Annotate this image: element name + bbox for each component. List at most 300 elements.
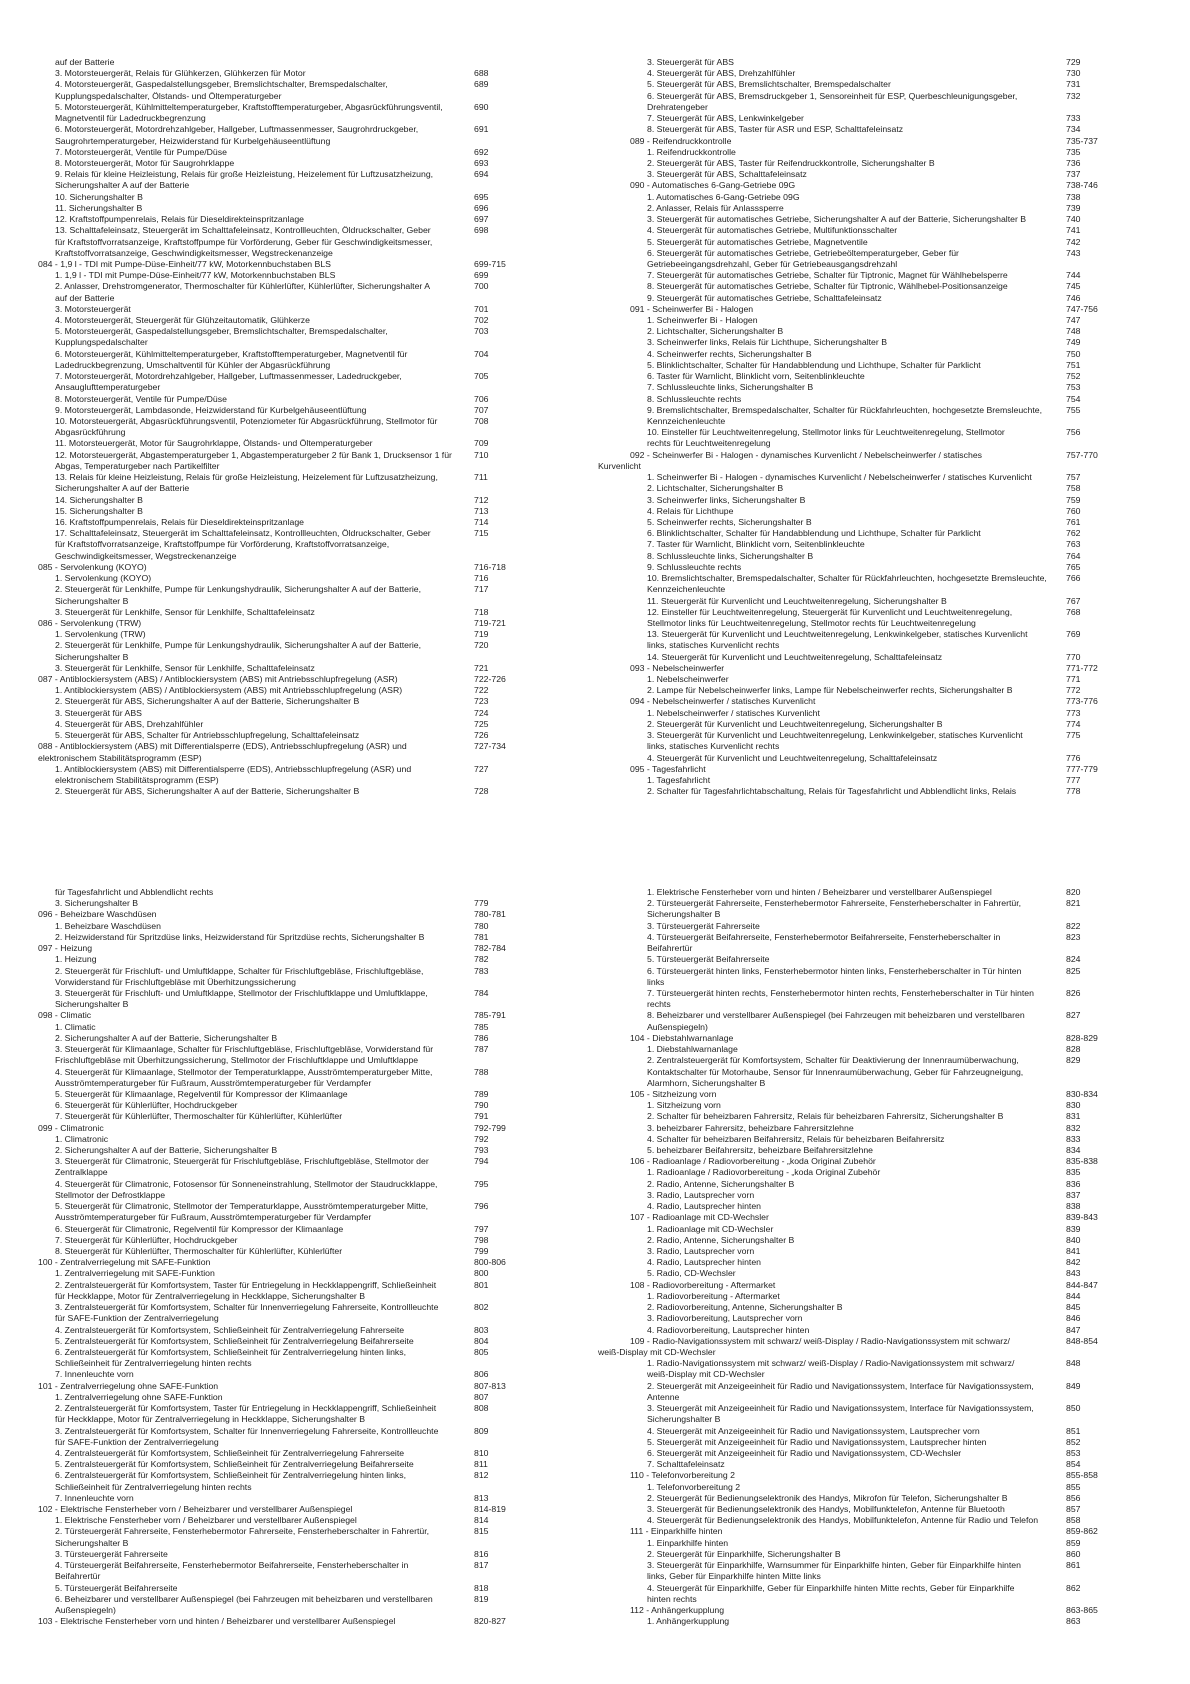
entry-row [38,528,583,539]
page-number: 736 [1066,157,1081,168]
entry-text: 9. Steuergerät für automatisches Getriebe, Schalttafeleinsatz [647,292,882,303]
entry-text: 5. Steuergerät für Klimaanlage, Regelventil für Kompressor der Klimaanlage [55,1088,348,1099]
entry-text: 2. Lampe für Nebelscheinwerfer links, Lampe für Nebelscheinwerfer rechts, Sicherungshalter B [647,685,1013,696]
page-number: 704 [474,348,489,359]
entry-text: 3. Radiovorbereitung, Lautsprecher vorn [647,1313,803,1324]
entry-text: Kennzeichenleuchte [647,584,726,595]
entry-continuation-row [598,640,1178,651]
entry-continuation-row [38,977,583,988]
index-block-bottom-left [38,887,583,1627]
page-number: 744 [1066,270,1081,281]
entry-continuation-row [598,416,1178,427]
entry-row [38,898,583,909]
page-number: 782-784 [474,943,506,954]
page-number: 842 [1066,1257,1081,1268]
entry-text: 2. Heizwiderstand für Spritzdüse links, Heizwiderstand für Spritzdüse rechts, Sicherungshalter B [55,931,425,942]
page-number: 821 [1066,898,1081,909]
page-number: 790 [474,1100,489,1111]
entry-text: 1. Heizung [55,954,97,965]
entry-text: 1. Servolenkung (TRW) [55,629,146,640]
entry-text: 1. Radioanlage mit CD-Wechsler [647,1223,774,1234]
page-number: 761 [1066,516,1081,527]
entry-row [38,1526,583,1537]
entry-row [598,708,1178,719]
entry-text: 14. Sicherungshalter B [55,494,143,505]
entry-text: 1. Nebelscheinwerfer / statisches Kurvenlicht [647,707,820,718]
entry-text: 7. Steuergerät für ABS, Lenkwinkelgeber [647,113,804,124]
entry-row [598,506,1178,517]
entry-row [38,573,583,584]
entry-row [38,203,583,214]
entry-continuation-row [598,618,1178,629]
entry-row [598,921,1178,932]
entry-row [598,203,1178,214]
entry-text: Saugrohrtemperaturgeber, Heizwiderstand für Kurbelgehäuseentlüftung [55,135,331,146]
page-number: 720 [474,640,489,651]
page-number: 740 [1066,214,1081,225]
page-number: 764 [1066,550,1081,561]
entry-continuation-row [38,293,583,304]
entry-text: 1. Zentralverriegelung mit SAFE-Funktion [55,1268,215,1279]
entry-text: 2. Lichtschalter, Sicherungshalter B [647,483,784,494]
page-number: 728 [474,786,489,797]
entry-row [38,1156,583,1167]
page-number: 693 [474,157,489,168]
page-number: 760 [1066,505,1081,516]
entry-text: Kupplungspedalschalter, Ölstands- und Öltemperaturgeber [55,90,282,101]
entry-row [598,349,1178,360]
entry-continuation-row [38,775,583,786]
page-number: 689 [474,79,489,90]
page-number: 833 [1066,1133,1081,1144]
page-number: 722 [474,685,489,696]
entry-text: 6. Steuergerät mit Anzeigeeinheit für Radio und Navigationssystem, CD-Wechsler [647,1447,962,1458]
entry-row [38,1033,583,1044]
page-number: 794 [474,1156,489,1167]
entry-text: Sicherungshalter B [55,1537,129,1548]
entry-row [598,1100,1178,1111]
entry-text: 2. Radio, Antenne, Sicherungshalter B [647,1234,795,1245]
page-number: 725 [474,718,489,729]
entry-row [38,472,583,483]
entry-text: 2. Zentralsteuergerät für Komfortsystem, Taster für Entriegelung in Heckklappengriff, Schließeinheit [55,1403,437,1414]
entry-row [38,786,583,797]
entry-text: Stellmotor der Defrostklappe [55,1189,166,1200]
entry-continuation-row [38,1078,583,1089]
page-number: 756 [1066,427,1081,438]
entry-text: Alarmhorn, Sicherungshalter B [647,1077,766,1088]
entry-text: 6. Steuergerät für automatisches Getriebe, Getriebeöltemperaturgeber, Geber für [647,247,959,258]
entry-row [598,1145,1178,1156]
entry-row [598,315,1178,326]
entry-row [598,293,1178,304]
page-number: 730 [1066,68,1081,79]
page-number: 774 [1066,718,1081,729]
entry-row [38,1369,583,1380]
entry-row [38,1515,583,1526]
entry-row [598,988,1178,999]
entry-row [598,596,1178,607]
page-number: 719-721 [474,617,506,628]
entry-text: 10. Bremslichtschalter, Bremspedalschalter, Schalter für Rückfahrleuchten, hochgesetzte Bremsleuchte, [647,573,1047,584]
page-number: 757-770 [1066,449,1098,460]
page-number: 850 [1066,1403,1081,1414]
entry-text: 2. Steuergerät mit Anzeigeeinheit für Radio und Navigationssystem, Interface für Navigationssystem, [647,1380,1034,1391]
page-number: 787 [474,1044,489,1055]
page-number: 747 [1066,315,1081,326]
entry-row [38,1268,583,1279]
entry-row [38,1145,583,1156]
entry-row [38,932,583,943]
entry-text: 096 - Beheizbare Waschdüsen [38,909,157,920]
page-number: 810 [474,1447,489,1458]
page-number: 729 [1066,57,1081,67]
entry-continuation-row [38,1313,583,1324]
entry-text: 3. Motorsteuergerät [55,303,131,314]
entry-text: Sicherungshalter B [647,1414,721,1425]
entry-text: 3. Steuergerät für Bedienungselektronik des Handys, Mobilfunktelefon, Antenne für Bluetooth [647,1504,1005,1515]
entry-text: 2. Steuergerät für Lenkhilfe, Pumpe für Lenkungshydraulik, Sicherungshalter A auf der Batterie, [55,640,422,651]
entry-continuation-row [38,237,583,248]
entry-text: 7. Türsteuergerät hinten rechts, Fensterhebermotor hinten rechts, Fensterheberschalter in Tür hinten [647,987,1034,998]
section-row [598,1605,1178,1616]
entry-row [38,304,583,315]
page-number: 855-858 [1066,1470,1098,1481]
page-number: 753 [1066,382,1081,393]
entry-text: 2. Steuergerät für Einparkhilfe, Sicherungshalter B [647,1548,841,1559]
entry-row [38,394,583,405]
entry-row [598,954,1178,965]
page-number: 820 [1066,887,1081,897]
page-number: 715 [474,528,489,539]
page-number: 747-756 [1066,303,1098,314]
entry-text: 2. Steuergerät für Kurvenlicht und Leuchtweitenregelung, Sicherungshalter B [647,718,943,729]
page-number: 857 [1066,1504,1081,1515]
entry-text: 095 - Tagesfahrlicht [630,763,706,774]
page-number: 807 [474,1391,489,1402]
entry-text: 4. Zentralsteuergerät für Komfortsystem, Schließeinheit für Zentralverriegelung Fahrerseite [55,1447,405,1458]
entry-text: weiß-Display mit CD-Wechsler [647,1369,765,1380]
entry-text: Frischluftgebläse mit Überhitzungssicherung, Stellmotor der Frischluftklappe und Umluftklappe [55,1055,419,1066]
page-number: 709 [474,438,489,449]
entry-text: 12. Kraftstoffpumpenrelais, Relais für Dieseldirekteinspritzanlage [55,214,305,225]
page-number: 738 [1066,191,1081,202]
index-block-top-left [38,57,583,797]
entry-row [598,966,1178,977]
page-number: 863-865 [1066,1605,1098,1615]
entry-text: Schließeinheit für Zentralverriegelung hinten rechts [55,1481,252,1492]
entry-text: für Heckklappe, Motor für Zentralverriegelung in Heckklappe, Sicherungshalter B [55,1414,366,1425]
entry-text: 7. Motorsteuergerät, Ventile für Pumpe/Düse [55,146,227,157]
entry-continuation-row [38,887,583,898]
entry-row [598,1235,1178,1246]
entry-row [598,405,1178,416]
entry-text: Getriebeeingangsdrehzahl, Geber für Getriebeausgangsdrehzahl [647,258,898,269]
entry-text: 5. Radio, CD-Wechsler [647,1268,736,1279]
entry-text: 2. Sicherungshalter A auf der Batterie, Sicherungshalter B [55,1145,278,1156]
entry-text: 6. Steuergerät für Kühlerlüfter, Hochdruckgeber [55,1100,238,1111]
page-number: 711 [474,472,488,483]
entry-text: 1. Scheinwerfer Bi - Halogen - dynamisches Kurvenlicht / Nebelscheinwerfer / statisches Kurvenlicht [647,472,1032,483]
entry-text: 5. Steuergerät für ABS, Bremslichtschalter, Bremspedalschalter [647,79,891,90]
section-row [38,1381,583,1392]
page-number: 741 [1066,225,1081,236]
entry-row [38,79,583,90]
entry-row [38,1336,583,1347]
entry-text: 17. Schalttafeleinsatz, Steuergerät im Schalttafeleinsatz, Kontrollleuchten, Öldruckschalter, Geber [55,528,431,539]
page-number: 743 [1066,247,1081,258]
entry-row [598,124,1178,135]
entry-text: 6. Blinklichtschalter, Schalter für Handabblendung und Lichthupe, Schalter für Parklicht [647,528,981,539]
entry-continuation-row [38,113,583,124]
entry-continuation-row [598,1571,1178,1582]
page-number: 697 [474,214,489,225]
entry-text: Sicherungshalter B [55,999,129,1010]
page-number: 771 [1066,674,1081,685]
entry-text: 109 - Radio-Navigationssystem mit schwarz/ weiß-Display / Radio-Navigationssystem mit schwarz/ [630,1335,1010,1346]
page-number: 848-854 [1066,1335,1098,1346]
section-row [598,180,1178,191]
entry-text: 101 - Zentralverriegelung ohne SAFE-Funktion [38,1380,219,1391]
entry-row [38,1044,583,1055]
page-number: 716 [474,573,489,584]
page-number: 717 [474,584,489,595]
page-number: 815 [474,1526,489,1537]
section-row [38,618,583,629]
entry-text: 106 - Radioanlage / Radiovorbereitung - „koda Original Zubehör [630,1156,876,1167]
entry-row [38,371,583,382]
page-number: 834 [1066,1145,1081,1156]
entry-continuation-row [38,1358,583,1369]
entry-row [598,1493,1178,1504]
entry-row [598,1302,1178,1313]
entry-text: 1. Elektrische Fensterheber vorn / Beheizbarer und verstellbarer Außenspiegel [55,1515,357,1526]
entry-text: 4. Steuergerät für Bedienungselektronik des Handys, Mobilfunktelefon, Antenne für Radio und Telefon [647,1515,1039,1526]
entry-row [598,1459,1178,1470]
entry-text: 10. Sicherungshalter B [55,191,143,202]
entry-continuation-row [38,1291,583,1302]
entry-continuation-row [38,427,583,438]
entry-text: 6. Steuergerät für ABS, Bremsdruckgeber 1, Sensoreinheit für ESP, Querbeschleunigungsgeber, [647,90,1018,101]
page-number: 814-819 [474,1504,506,1515]
entry-text: 093 - Nebelscheinwerfer [630,662,725,673]
entry-text: 4. Steuergerät für ABS, Drehzahlfühler [55,718,204,729]
page-number: 777-779 [1066,763,1098,774]
entry-text: 084 - 1,9 l - TDI mit Pumpe-Düse-Einheit/77 kW, Motorkennbuchstaben BLS [38,258,331,269]
entry-text: 1. Climatronic [55,1133,109,1144]
entry-text: Schließeinheit für Zentralverriegelung hinten rechts [55,1358,252,1369]
section-continuation-row [598,461,1178,472]
entry-row [38,315,583,326]
entry-text: 3. beheizbarer Fahrersitz, beheizbare Fahrersitzlehne [647,1122,854,1133]
entry-text: Abgas, Temperaturgeber nach Partikelfilter [55,460,220,471]
page-number: 771-772 [1066,662,1098,673]
page-number: 809 [474,1425,489,1436]
entry-continuation-row [598,943,1178,954]
entry-row [38,416,583,427]
page-number: 742 [1066,236,1081,247]
entry-text: 105 - Sitzheizung vorn [630,1088,717,1099]
page-number: 778 [1066,786,1081,797]
section-row [598,450,1178,461]
section-row [598,1033,1178,1044]
page-number: 848 [1066,1358,1081,1369]
entry-text: 2. Steuergerät für Frischluft- und Umluftklappe, Schalter für Frischluftgebläse, Frischluftgebläse, [55,965,424,976]
entry-text: Außenspiegeln) [55,1605,116,1615]
entry-text: 5. Steuergerät für automatisches Getriebe, Magnetventile [647,236,868,247]
page-number: 707 [474,404,489,415]
entry-text: 6. Steuergerät für Climatronic, Regelventil für Kompressor der Klimaanlage [55,1223,344,1234]
entry-text: 4. Steuergerät für ABS, Drehzahlfühler [647,68,796,79]
entry-text: 13. Steuergerät für Kurvenlicht und Leuchtweitenregelung, Lenkwinkelgeber, statisches Kurvenlicht [647,629,1028,640]
entry-text: Magnetventil für Ladedruckbegrenzung [55,113,206,124]
entry-text: 103 - Elektrische Fensterheber vorn und hinten / Beheizbarer und verstellbarer Außenspiegel [38,1616,396,1627]
entry-text: 4. Türsteuergerät Beifahrerseite, Fensterhebermotor Beifahrerseite, Fensterheberschalter in [647,931,1001,942]
entry-text: 1. Servolenkung (KOYO) [55,573,152,584]
entry-continuation-row [38,360,583,371]
entry-row [598,1246,1178,1257]
section-row [598,1336,1178,1347]
page-number: 802 [474,1302,489,1313]
entry-row [38,1022,583,1033]
entry-continuation-row [38,1167,583,1178]
entry-text: Beifahrertür [55,1571,101,1582]
page-number: 789 [474,1088,489,1099]
entry-text: 110 - Telefonvorbereitung 2 [630,1470,735,1481]
entry-row [598,225,1178,236]
page-number: 727 [474,763,489,774]
section-row [598,1526,1178,1537]
entry-row [38,730,583,741]
entry-continuation-row [38,248,583,259]
entry-text: Kupplungspedalschalter [55,337,148,348]
section-row [598,696,1178,707]
entry-row [38,1459,583,1470]
entry-text: 5. Scheinwerfer rechts, Sicherungshalter B [647,516,812,527]
page-number: 688 [474,68,489,79]
page-number: 855 [1066,1481,1081,1492]
entry-continuation-row [38,1605,583,1616]
entry-text: Sicherungshalter B [55,595,129,606]
entry-text: 11. Motorsteuergerät, Motor für Saugrohrklappe, Ölstands- und Öltemperaturgeber [55,438,373,449]
page-number: 856 [1066,1492,1081,1503]
entry-row [38,1470,583,1481]
page-number: 718 [474,606,489,617]
page-number: 748 [1066,326,1081,337]
entry-continuation-row [598,438,1178,449]
entry-text: 2. Zentralsteuergerät für Komfortsystem, Schalter für Deaktivierung der Innenraumüberwachung, [647,1055,1019,1066]
entry-text: Vorwiderstand für Frischluftgebläse mit Überhitzungssicherung [55,976,296,987]
page-number: 858 [1066,1515,1081,1526]
entry-text: für SAFE-Funktion der Zentralverriegelung [55,1313,219,1324]
entry-text: weiß-Display mit CD-Wechsler [598,1346,716,1357]
entry-continuation-row [38,1571,583,1582]
section-row [598,304,1178,315]
entry-text: 3. Steuergerät für Klimaanlage, Schalter für Frischluftgebläse, Frischluftgebläse, Vorwiderstand für [55,1044,434,1055]
entry-row [598,539,1178,550]
entry-row [598,1291,1178,1302]
entry-row [598,786,1178,797]
section-row [598,1212,1178,1223]
entry-row [38,1392,583,1403]
entry-row [598,214,1178,225]
entry-text: 3. Radio, Lautsprecher vorn [647,1246,755,1256]
entry-text: 2. Steuergerät für ABS, Sicherungshalter A auf der Batterie, Sicherungshalter B [55,696,360,707]
page-number: 829 [1066,1055,1081,1066]
entry-row [38,663,583,674]
entry-text: 9. Schlussleuchte rechts [647,561,742,572]
page-number: 805 [474,1346,489,1357]
page-number: 724 [474,707,489,718]
entry-row [38,1201,583,1212]
page-number: 840 [1066,1234,1081,1245]
entry-continuation-row [598,1067,1178,1078]
entry-row [38,192,583,203]
page-number: 791 [474,1111,489,1122]
page-number: 723 [474,696,489,707]
entry-row [38,270,583,281]
entry-text: 9. Motorsteuergerät, Lambdasonde, Heizwiderstand für Kurbelgehäuseentlüftung [55,404,367,415]
entry-text: 4. Radiovorbereitung, Lautsprecher hinten [647,1324,810,1335]
entry-row [598,68,1178,79]
page-number: 731 [1066,79,1081,90]
page-number: 713 [474,505,489,516]
entry-text: 4. Türsteuergerät Beifahrerseite, Fensterhebermotor Beifahrerseite, Fensterheberschalter in [55,1560,409,1571]
page-number: 716-718 [474,561,506,572]
entry-continuation-row [38,596,583,607]
page-number: 811 [474,1459,488,1470]
entry-text: 5. Türsteuergerät Beifahrerseite [647,954,770,965]
entry-row [38,495,583,506]
entry-text: links, statisches Kurvenlicht rechts [647,640,780,651]
entry-text: 1. Telefonvorbereitung 2 [647,1481,741,1492]
page-number: 783 [474,965,489,976]
entry-text: 4. Steuergerät für Einparkhilfe, Geber für Einparkhilfe hinten Mitte rechts, Geber für Einparkhilfe [647,1582,1015,1593]
entry-row [598,495,1178,506]
entry-continuation-row [38,652,583,663]
entry-text: 7. Innenleuchte vorn [55,1492,134,1503]
entry-row [38,1224,583,1235]
entry-row [598,472,1178,483]
entry-row [598,192,1178,203]
entry-row [598,753,1178,764]
entry-text: 4. Steuergerät mit Anzeigeeinheit für Radio und Navigationssystem, Lautsprecher vorn [647,1425,980,1436]
entry-continuation-row [598,1369,1178,1380]
entry-row [598,719,1178,730]
entry-text: 2. Radio, Antenne, Sicherungshalter B [647,1178,795,1189]
entry-row [38,450,583,461]
entry-row [598,371,1178,382]
page-number: 773 [1066,707,1081,718]
entry-row [38,1448,583,1459]
entry-continuation-row [38,1055,583,1066]
entry-row [38,1179,583,1190]
entry-row [38,719,583,730]
entry-text: 092 - Scheinwerfer Bi - Halogen - dynamisches Kurvenlicht / Nebelscheinwerfer / statisches [630,449,983,460]
entry-row [598,1515,1178,1526]
entry-text: Sicherungshalter A auf der Batterie [55,483,190,494]
page-number: 737 [1066,169,1081,180]
entry-row [598,483,1178,494]
entry-text: 1. Antiblockiersystem (ABS) / Antiblockiersystem (ABS) mit Antriebsschlupfregelung (ASR) [55,685,403,696]
entry-text: 5. Steuergerät für ABS, Schalter für Antriebsschlupfregelung, Schalttafeleinsatz [55,730,360,741]
entry-text: 3. Steuergerät für ABS, Schalttafeleinsatz [647,169,807,180]
entry-continuation-row [38,483,583,494]
entry-text: 8. Schlussleuchte rechts [647,393,742,404]
page-number: 796 [474,1201,489,1212]
entry-text: 4. Radio, Lautsprecher hinten [647,1201,761,1212]
entry-text: Geschwindigkeitsmesser, Wegstreckenanzeige [55,550,237,561]
